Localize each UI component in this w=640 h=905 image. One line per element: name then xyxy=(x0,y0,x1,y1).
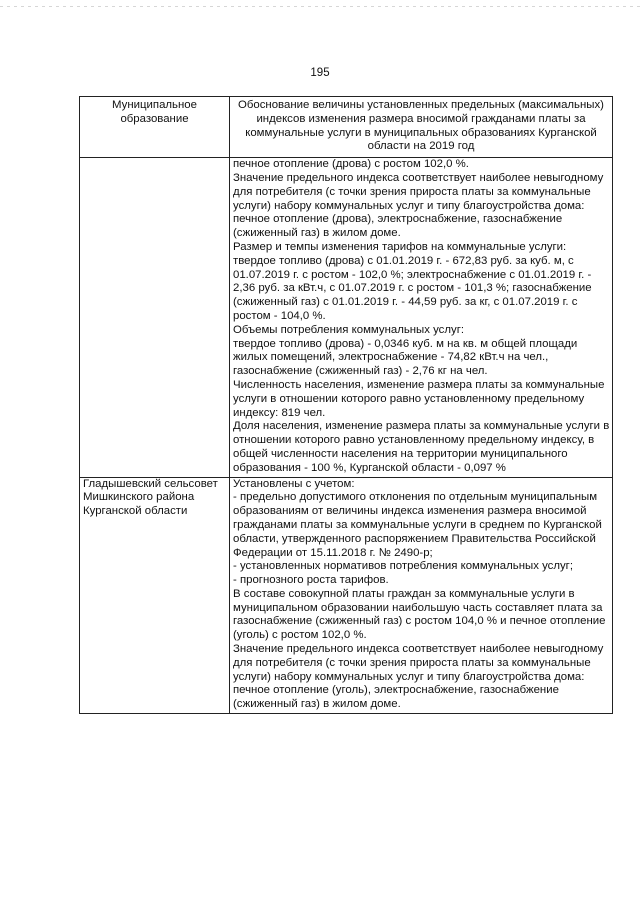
justification-paragraph: печное отопление (дрова), электроснабжение, газоснабжение (сжиженный газ) в жилом доме. xyxy=(233,213,563,240)
justification-paragraph: Доля населения, изменение размера платы за коммунальные услуги в отношении которого равно установленному предельному индексу, в общей численности населения на территории муниципального образования - 100 %, Курганской области - 0,097 % xyxy=(233,420,610,474)
justification-paragraph: печное отопление (дрова) с ростом 102,0 %. xyxy=(233,158,469,171)
justification-paragraph: Значение предельного индекса соответствует наиболее невыгодному для потребителя (с точки зрения прироста платы за коммунальные услуги) набору коммунальных услуг и типу благоустройства дома: xyxy=(233,643,604,683)
justification-paragraph: твердое топливо (дрова) - 0,0346 куб. м на кв. м общей площади жилых помещений, электроснабжение - 74,82 кВт.ч на чел., газоснабжение (сжиженный газ) - 2,76 кг на чел. xyxy=(233,337,578,378)
justification-paragraph: Значение предельного индекса соответствует наиболее невыгодному для потребителя (с точки зрения прироста платы за коммунальные услуги) набору коммунальных услуг и типу благоустройства дома: xyxy=(233,171,604,212)
municipality-name: Гладышевский сельсовет Мишкинского района Курганской области xyxy=(83,477,218,518)
justification-cell xyxy=(230,158,613,477)
justification-paragraph: Численность населения, изменение размера платы за коммунальные услуги в отношении которого равно установленному предельному индексу: 819 чел. xyxy=(233,378,605,419)
justification-paragraph: Объемы потребления коммунальных услуг: xyxy=(233,323,465,336)
table-row xyxy=(80,158,613,477)
justification-paragraph: - прогнозного роста тарифов. xyxy=(233,574,389,587)
municipality-cell xyxy=(80,477,230,714)
justification-paragraph: Установлены с учетом: xyxy=(233,477,355,490)
table-row xyxy=(80,477,613,714)
municipality-cell xyxy=(80,158,230,477)
justification-paragraph: печное отопление (уголь), электроснабжение, газоснабжение (сжиженный газ) в жилом доме. xyxy=(233,684,559,711)
justification-cell xyxy=(230,477,613,714)
justification-paragraph: - установленных нормативов потребления коммунальных услуг; xyxy=(233,560,573,573)
page-number: 195 xyxy=(310,67,330,79)
header-municipality: Муниципальное образование xyxy=(80,97,230,158)
justification-paragraph: твердое топливо (дрова) с 01.01.2019 г. - 672,83 руб. за куб. м, с 01.07.2019 г. с ростом - 102,0 %; электроснабжение с 01.01.2019 г. - 2,36 руб. за кВт.ч, с 01.07.2019 г. с ростом - 101,3 %; газоснабжение (сжиженный газ) с 01.01.2019 г. - 44,59 руб. за кг, с 01.07.2019 г. с ростом - 104,0 %. xyxy=(233,254,592,322)
justification-paragraph: В составе совокупной платы граждан за коммунальные услуги в муниципальном образовании наибольшую часть составляет плата за газоснабжение (сжиженный газ) с ростом 104,0 % и печное отопление (уголь) с ростом 102,0 %. xyxy=(233,587,606,642)
header-justification: Обоснование величины установленных предельных (максимальных) индексов изменения размера вносимой гражданами платы за коммунальные услуги в муниципальных образованиях Курганской области на 2019 год xyxy=(230,97,613,158)
scan-top-border xyxy=(0,6,640,7)
justification-paragraph: - предельно допустимого отклонения по отдельным муниципальным образованиям от величины индекса изменения размера вносимой гражданами платы за коммунальные услуги в среднем по Курганской области, утвержденного распоряжением Правительства Российской Федерации от 15.11.2018 г. № 2490-р; xyxy=(233,491,602,559)
justification-paragraph: Размер и темпы изменения тарифов на коммунальные услуги: xyxy=(233,240,567,253)
table-header-row xyxy=(80,97,613,158)
justification-table xyxy=(79,96,613,714)
